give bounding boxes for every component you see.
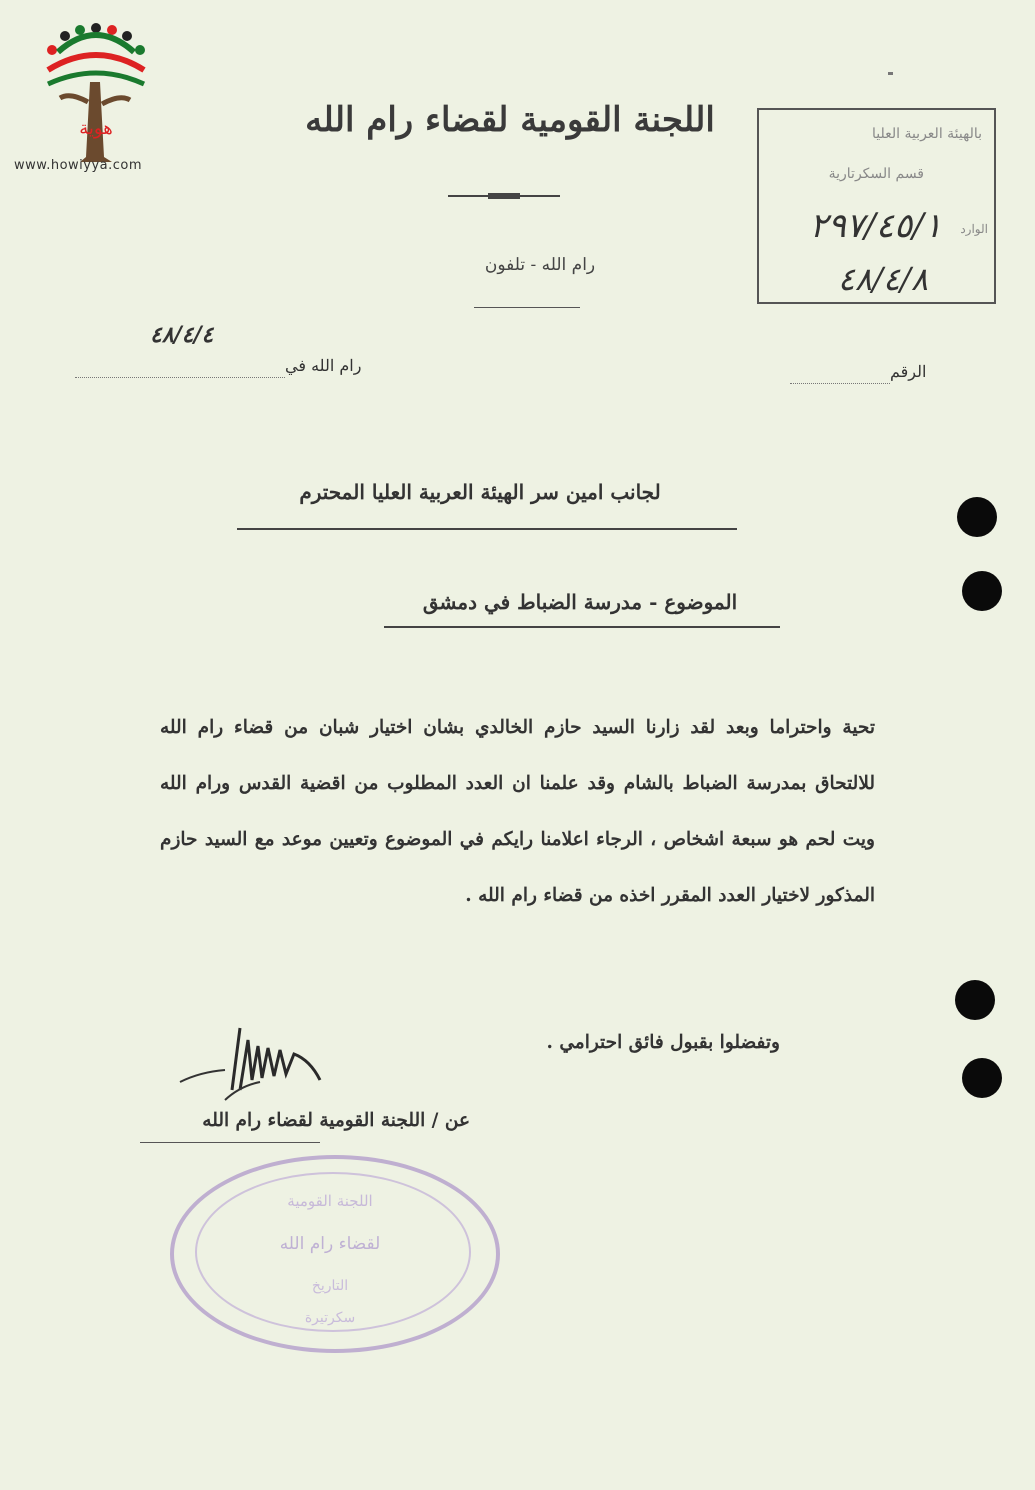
- receipt-stamp-label: الوارد: [960, 222, 988, 236]
- receipt-stamp-section: قسم السكرتارية: [828, 166, 924, 182]
- subject-line: الموضوع - مدرسة الضباط في دمشق: [422, 590, 738, 614]
- addressee-underline: [237, 528, 737, 530]
- receipt-date: ٤٨/٤/٨: [837, 260, 928, 298]
- punch-hole: [962, 571, 1002, 611]
- letter-date: ٤٨/٤/٤: [150, 322, 214, 348]
- ornament-divider-icon: [448, 192, 560, 200]
- seal-line-2: لقضاء رام الله: [279, 1234, 381, 1254]
- place-dotted-line: [75, 377, 285, 378]
- seal-line-1: اللجنة القومية: [287, 1192, 373, 1210]
- punch-hole: [955, 980, 995, 1020]
- number-label: الرقم: [890, 362, 927, 381]
- telegram-underline: [474, 307, 580, 308]
- subject-underline: [384, 626, 780, 628]
- telegram-line: رام الله - تلفون: [484, 255, 596, 275]
- receipt-number: ٢٩٧/٤٥/١: [809, 206, 942, 246]
- punch-hole: [957, 497, 997, 537]
- number-dotted-line: [790, 383, 890, 384]
- receipt-stamp: [757, 108, 996, 304]
- receipt-stamp-heading: بالهيئة العربية العليا: [871, 126, 982, 142]
- howiyya-logo-icon: [30, 22, 160, 172]
- signatory: عن / اللجنة القومية لقضاء رام الله: [202, 1110, 470, 1131]
- handwritten-signature-icon: [170, 1020, 330, 1115]
- closing-line: وتفضلوا بقبول فائق احترامي .: [546, 1032, 780, 1053]
- seal-line-3: التاريخ: [311, 1278, 349, 1294]
- letter-body: تحية واحتراما وبعد لقد زارنا السيد حازم الخالدي بشان اختيار شبان من قضاء رام الله للالتحاق بمدرسة الضباط بالشام وقد علمنا ان العدد المطلوب من اقضية القدس ورام الله ويت لحم هو سبعة اشخاص ، الرجاء اعلامنا رايكم في الموضوع وتعيين موعد مع السيد حازم المذكور لاختيار العدد المقرر اخذه من قضاء رام الله .: [160, 717, 875, 906]
- paper-speck: [888, 72, 893, 75]
- addressee: لجانب امين سر الهيئة العربية العليا المحترم: [299, 480, 661, 504]
- svg-text:هوية: هوية: [79, 118, 113, 139]
- watermark-url: www.howiyya.com: [14, 158, 143, 173]
- signatory-underline: [140, 1142, 320, 1143]
- organization-title: اللجنة القومية لقضاء رام الله: [305, 100, 715, 140]
- seal-line-4: سكرتيرة: [304, 1310, 356, 1326]
- place-label: رام الله في: [285, 356, 362, 375]
- punch-hole: [962, 1058, 1002, 1098]
